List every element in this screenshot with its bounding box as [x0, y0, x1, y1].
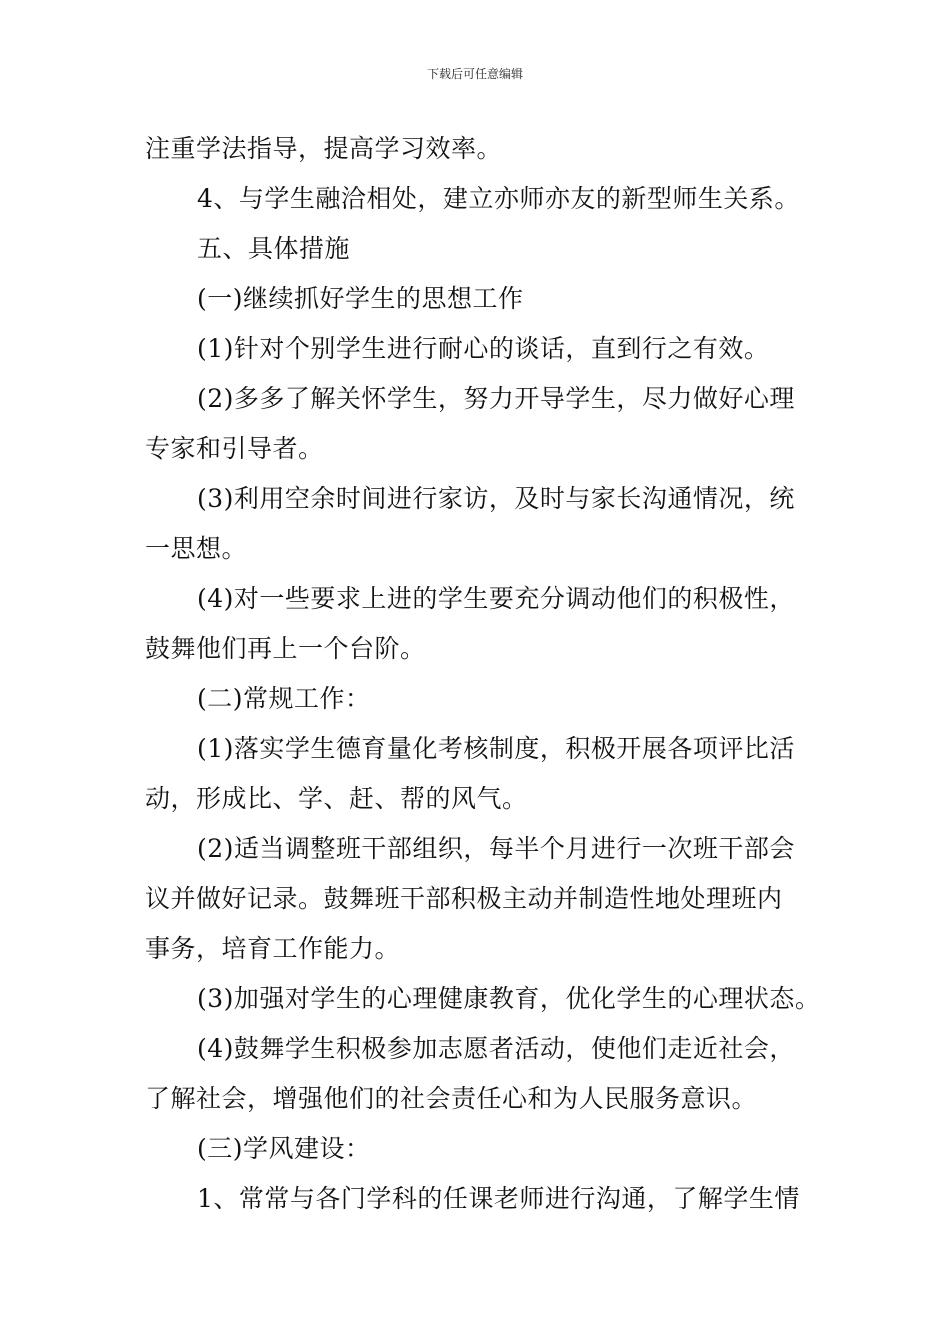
subsection-heading-ideology: (一)继续抓好学生的思想工作: [197, 284, 524, 313]
document-body: [145, 124, 821, 1224]
text-line-5: (1)针对个别学生进行耐心的谈话，直到行之有效。: [197, 334, 770, 363]
text-line-20: 了解社会，增强他们的社会责任心和为人民服务意识。: [145, 1084, 758, 1113]
text-line-14: 动，形成比、学、赶、帮的风气。: [145, 784, 528, 813]
text-line-13: (1)落实学生德育量化考核制度，积极开展各项评比活: [197, 734, 795, 763]
text-line-17: 事务，培育工作能力。: [145, 934, 401, 963]
text-line-9: 一思想。: [145, 534, 248, 563]
text-line-11: 鼓舞他们再上一个台阶。: [145, 634, 426, 663]
text-line-6: (2)多多了解关怀学生，努力开导学生，尽力做好心理: [197, 384, 795, 413]
page-header: 下载后可任意编辑: [426, 67, 523, 81]
section-heading-measures: 五、具体措施: [197, 234, 351, 263]
text-line-10: (4)对一些要求上进的学生要充分调动他们的积极性，: [197, 584, 795, 613]
text-line-15: (2)适当调整班干部组织，每半个月进行一次班干部会: [197, 834, 795, 863]
text-line-16: 议并做好记录。鼓舞班干部积极主动并制造性地处理班内: [145, 884, 783, 913]
text-line-19: (4)鼓舞学生积极参加志愿者活动，使他们走近社会，: [197, 1034, 795, 1063]
subsection-heading-study-style: (三)学风建设：: [197, 1134, 371, 1163]
text-line-1: 注重学法指导，提高学习效率。: [145, 134, 503, 163]
text-line-2: 4、与学生融洽相处，建立亦师亦友的新型师生关系。: [197, 184, 800, 213]
subsection-heading-routine: (二)常规工作：: [197, 684, 371, 713]
text-line-7: 专家和引导者。: [145, 434, 324, 463]
text-line-8: (3)利用空余时间进行家访，及时与家长沟通情况，统: [197, 484, 795, 513]
text-line-22: 1、常常与各门学科的任课老师进行沟通，了解学生情: [197, 1184, 800, 1213]
text-line-18: (3)加强对学生的心理健康教育，优化学生的心理状态。: [197, 984, 821, 1013]
